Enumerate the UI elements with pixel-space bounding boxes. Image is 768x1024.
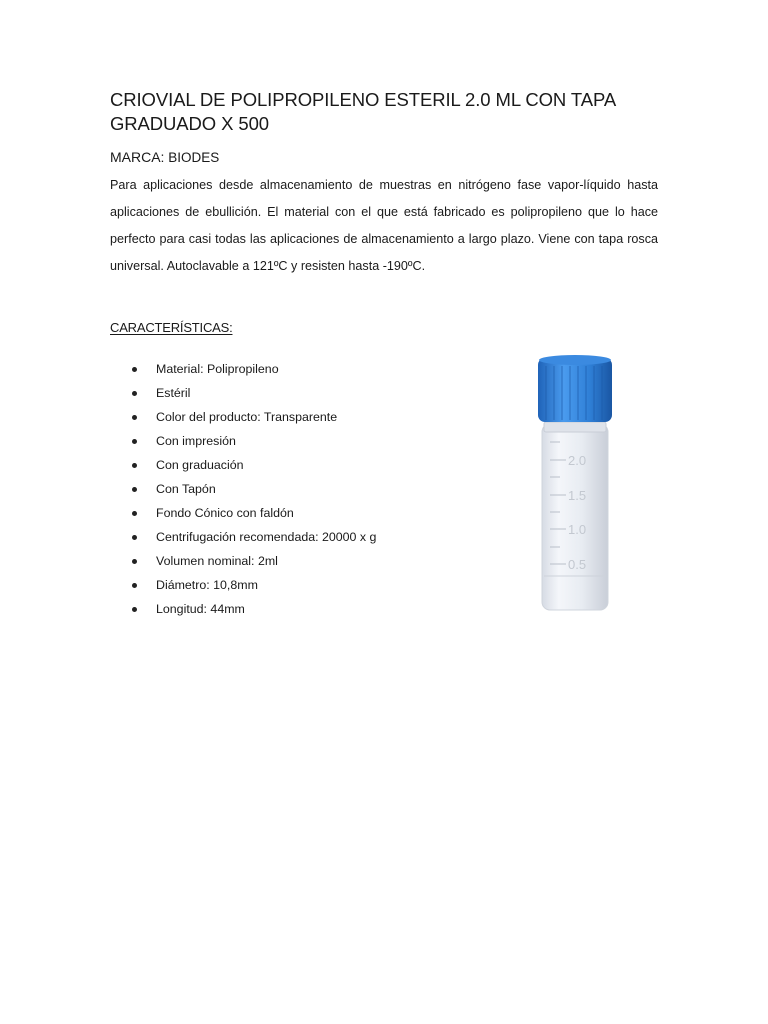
feature-item [110, 480, 376, 504]
feature-item [110, 456, 376, 480]
graduation-label: 0.5 [568, 557, 587, 572]
vial-cap-top [539, 355, 611, 365]
cryovial-product-image [530, 352, 620, 612]
bullet-icon [132, 559, 137, 564]
document-title: CRIOVIAL DE POLIPROPILENO ESTERIL 2.0 ML CON TAPA GRADUADO X 500 [110, 89, 616, 134]
feature-text: Centrifugación recomendada: 20000 x g [156, 530, 377, 544]
feature-item [110, 432, 376, 456]
graduation-label: 2.0 [568, 453, 587, 468]
feature-item [110, 360, 376, 384]
bullet-icon [132, 391, 137, 396]
feature-text: Volumen nominal: 2ml [156, 554, 278, 568]
feature-item [110, 408, 376, 432]
brand-label: MARCA: [110, 149, 165, 165]
brand-line [110, 148, 219, 167]
product-description: Para aplicaciones desde almacenamiento de muestras en nitrógeno fase vapor-líquido hasta aplicaciones de ebullición. El material con el que está fabricado es polipropileno que lo hace perfecto para casi todas las aplicaciones de almacenamiento a largo plazo. Viene con tapa rosca universal. Autoclavable a 121ºC y resisten hasta -190ºC. [110, 178, 658, 273]
feature-item [110, 600, 376, 624]
feature-text: Con impresión [156, 434, 236, 448]
graduation-label: 1.5 [568, 488, 587, 503]
feature-text: Material: Polipropileno [156, 362, 279, 376]
bullet-icon [132, 487, 137, 492]
feature-text: Estéril [156, 386, 191, 400]
feature-text: Con graduación [156, 458, 244, 472]
features-list [110, 360, 376, 624]
vial-cap [538, 358, 612, 422]
vial-tube [542, 424, 608, 610]
feature-item [110, 576, 376, 600]
bullet-icon [132, 439, 137, 444]
bullet-icon [132, 463, 137, 468]
feature-text: Fondo Cónico con faldón [156, 506, 294, 520]
feature-text: Diámetro: 10,8mm [156, 578, 258, 592]
feature-item [110, 504, 376, 528]
feature-text: Con Tapón [156, 482, 216, 496]
features-heading: CARACTERÍSTICAS: [110, 320, 233, 335]
graduation-label: 1.0 [568, 522, 587, 537]
feature-text: Longitud: 44mm [156, 602, 245, 616]
bullet-icon [132, 583, 137, 588]
bullet-icon [132, 415, 137, 420]
bullet-icon [132, 607, 137, 612]
feature-text: Color del producto: Transparente [156, 410, 338, 424]
bullet-icon [132, 511, 137, 516]
brand-value: BIODES [168, 150, 220, 165]
bullet-icon [132, 535, 137, 540]
bullet-icon [132, 367, 137, 372]
feature-item [110, 552, 376, 576]
feature-item [110, 384, 376, 408]
vial-thread [544, 422, 606, 432]
feature-item [110, 528, 376, 552]
